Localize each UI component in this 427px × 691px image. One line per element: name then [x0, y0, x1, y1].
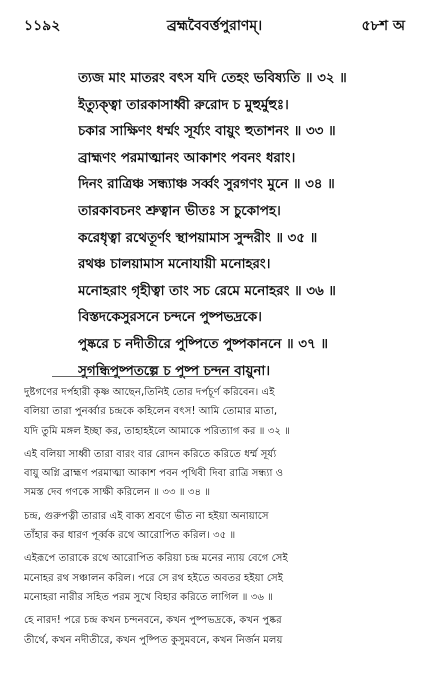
commentary-line: এই বলিয়া সাধ্বী তারা বারং বার রোদন করিতে করিতে ধর্ম্ম সূর্য্য — [24, 448, 277, 460]
verse-line: ব্রাহ্মণং পরমাত্মানং আকাশং পবনং ধরাং। — [78, 150, 296, 166]
verse-line: দিনং রাত্রিঞ্চ সন্ধ্যাঞ্চ সর্ব্বং সুরগণং মুনে ॥ ৩৪ ॥ — [78, 177, 335, 193]
verse-line: তারকাবচনং শ্রুত্বান ভীতঃ স চুকোপহ। — [78, 203, 281, 219]
verse-line: ইত্যুক্ত্বা তারকাসাধ্বী রুরোদ চ মুহুর্মুহুঃ। — [78, 97, 289, 113]
verse-line: মনোহরাং গৃহীত্বা তাং সচ রেমে মনোহরং ॥ ৩৬ ॥ — [78, 283, 336, 299]
verse-line: বিস্তদকেসুরসনে চন্দনে পুষ্পভদ্রকে। — [78, 310, 262, 326]
commentary-line: বায়ু অগ্নি ব্রাহ্মণ পরমাত্মা আকাশ পবন পৃথিবী দিবা রাত্রি সন্ধ্যা ও — [24, 468, 284, 480]
bengali-commentary — [24, 383, 412, 650]
commentary-paragraph — [24, 445, 412, 503]
commentary-line: মনোহর রথ সঞ্চালন করিল। পরে সে রথ হইতে অবতর হইয়া সেই — [24, 572, 284, 584]
commentary-line: বলিয়া তারা পুনর্ব্বার চন্দ্রকে কহিলেন বৎস! আমি তোমার মাতা, — [24, 406, 278, 418]
commentary-line: মনোহরা নারীর সহিত পরম সুখে বিহার করিতে লাগিল ॥ ৩৬ ॥ — [24, 591, 273, 603]
verse-line: ত্যজ মাং মাতরং বৎস যদি তেহং ভবিষ্যতি ॥ ৩২ ॥ — [78, 71, 347, 86]
commentary-line: এইরূপে তারাকে রথে আরোপিত করিয়া চন্দ্র মনের ন্যায় বেগে সেই — [24, 553, 288, 565]
page-number: ১১৯২ — [24, 18, 61, 34]
verse-line: সুগন্ধিপুষ্পতল্পে চ পুষ্প চন্দন বায়ুনা। — [78, 363, 271, 379]
verse-line: পুষ্করে চ নদীতীরে পুষ্পিতে পুষ্পকাননে ॥ ৩৭ ॥ — [78, 336, 328, 352]
commentary-paragraph — [24, 549, 412, 607]
verse-line: রথঞ্চ চালয়ামাস মনোযায়ী মনোহরং। — [78, 257, 271, 273]
running-title: ব্রহ্মবৈবর্ত্তপুরাণম্। — [166, 18, 263, 34]
commentary-line: হে নারদ! পরে চন্দ্র কখন চন্দনবনে, কখন পুষ্পভদ্রকে, কখন পুষ্কর — [24, 615, 282, 627]
commentary-line: সমস্ত দেব গণকে সাক্ষী করিলেন ॥ ৩৩ ॥ ৩৪ ॥ — [24, 487, 211, 499]
sanskrit-verses — [78, 66, 418, 385]
commentary-line: দুষ্টগণের দর্পহারী কৃষ্ণ আছেন,তিনিই তোর দর্পচূর্ণ করিবেন। এই — [24, 387, 275, 398]
commentary-line: তীর্থে, কখন নদীতীরে, কখন পুষ্পিত কুসুমবনে, কখন নির্জন মলয় — [24, 634, 283, 646]
page-header — [24, 14, 405, 36]
commentary-line: চন্দ্র, গুরুপত্নী তারার এই বাক্য শ্রবণে ভীত না হইয়া অনায়াসে — [24, 510, 269, 522]
commentary-line: তাঁহার কর ধারণ পূর্ব্বক রথে আরোপিত করিল। ৩৫ ॥ — [24, 530, 236, 542]
commentary-paragraph — [24, 611, 412, 650]
commentary-line: যদি তুমি মঙ্গল ইচ্ছা কর, তাহাহইলে আমাকে পরিত্যাগ কর ॥ ৩২ ॥ — [24, 425, 290, 437]
commentary-paragraph — [24, 507, 412, 546]
section-divider — [52, 376, 240, 377]
verse-line: করেধৃত্বা রথেতূর্ণং স্থাপয়ামাস সুন্দরীং ॥ ৩৫ ॥ — [78, 230, 318, 246]
commentary-paragraph — [24, 383, 412, 441]
chapter-label: ৫৮শ অ — [361, 18, 405, 34]
verse-line: চকার সাক্ষিণং ধর্ম্মং সূর্য্যং বায়ুং হুতাশনং ॥ ৩৩ ॥ — [78, 124, 336, 140]
